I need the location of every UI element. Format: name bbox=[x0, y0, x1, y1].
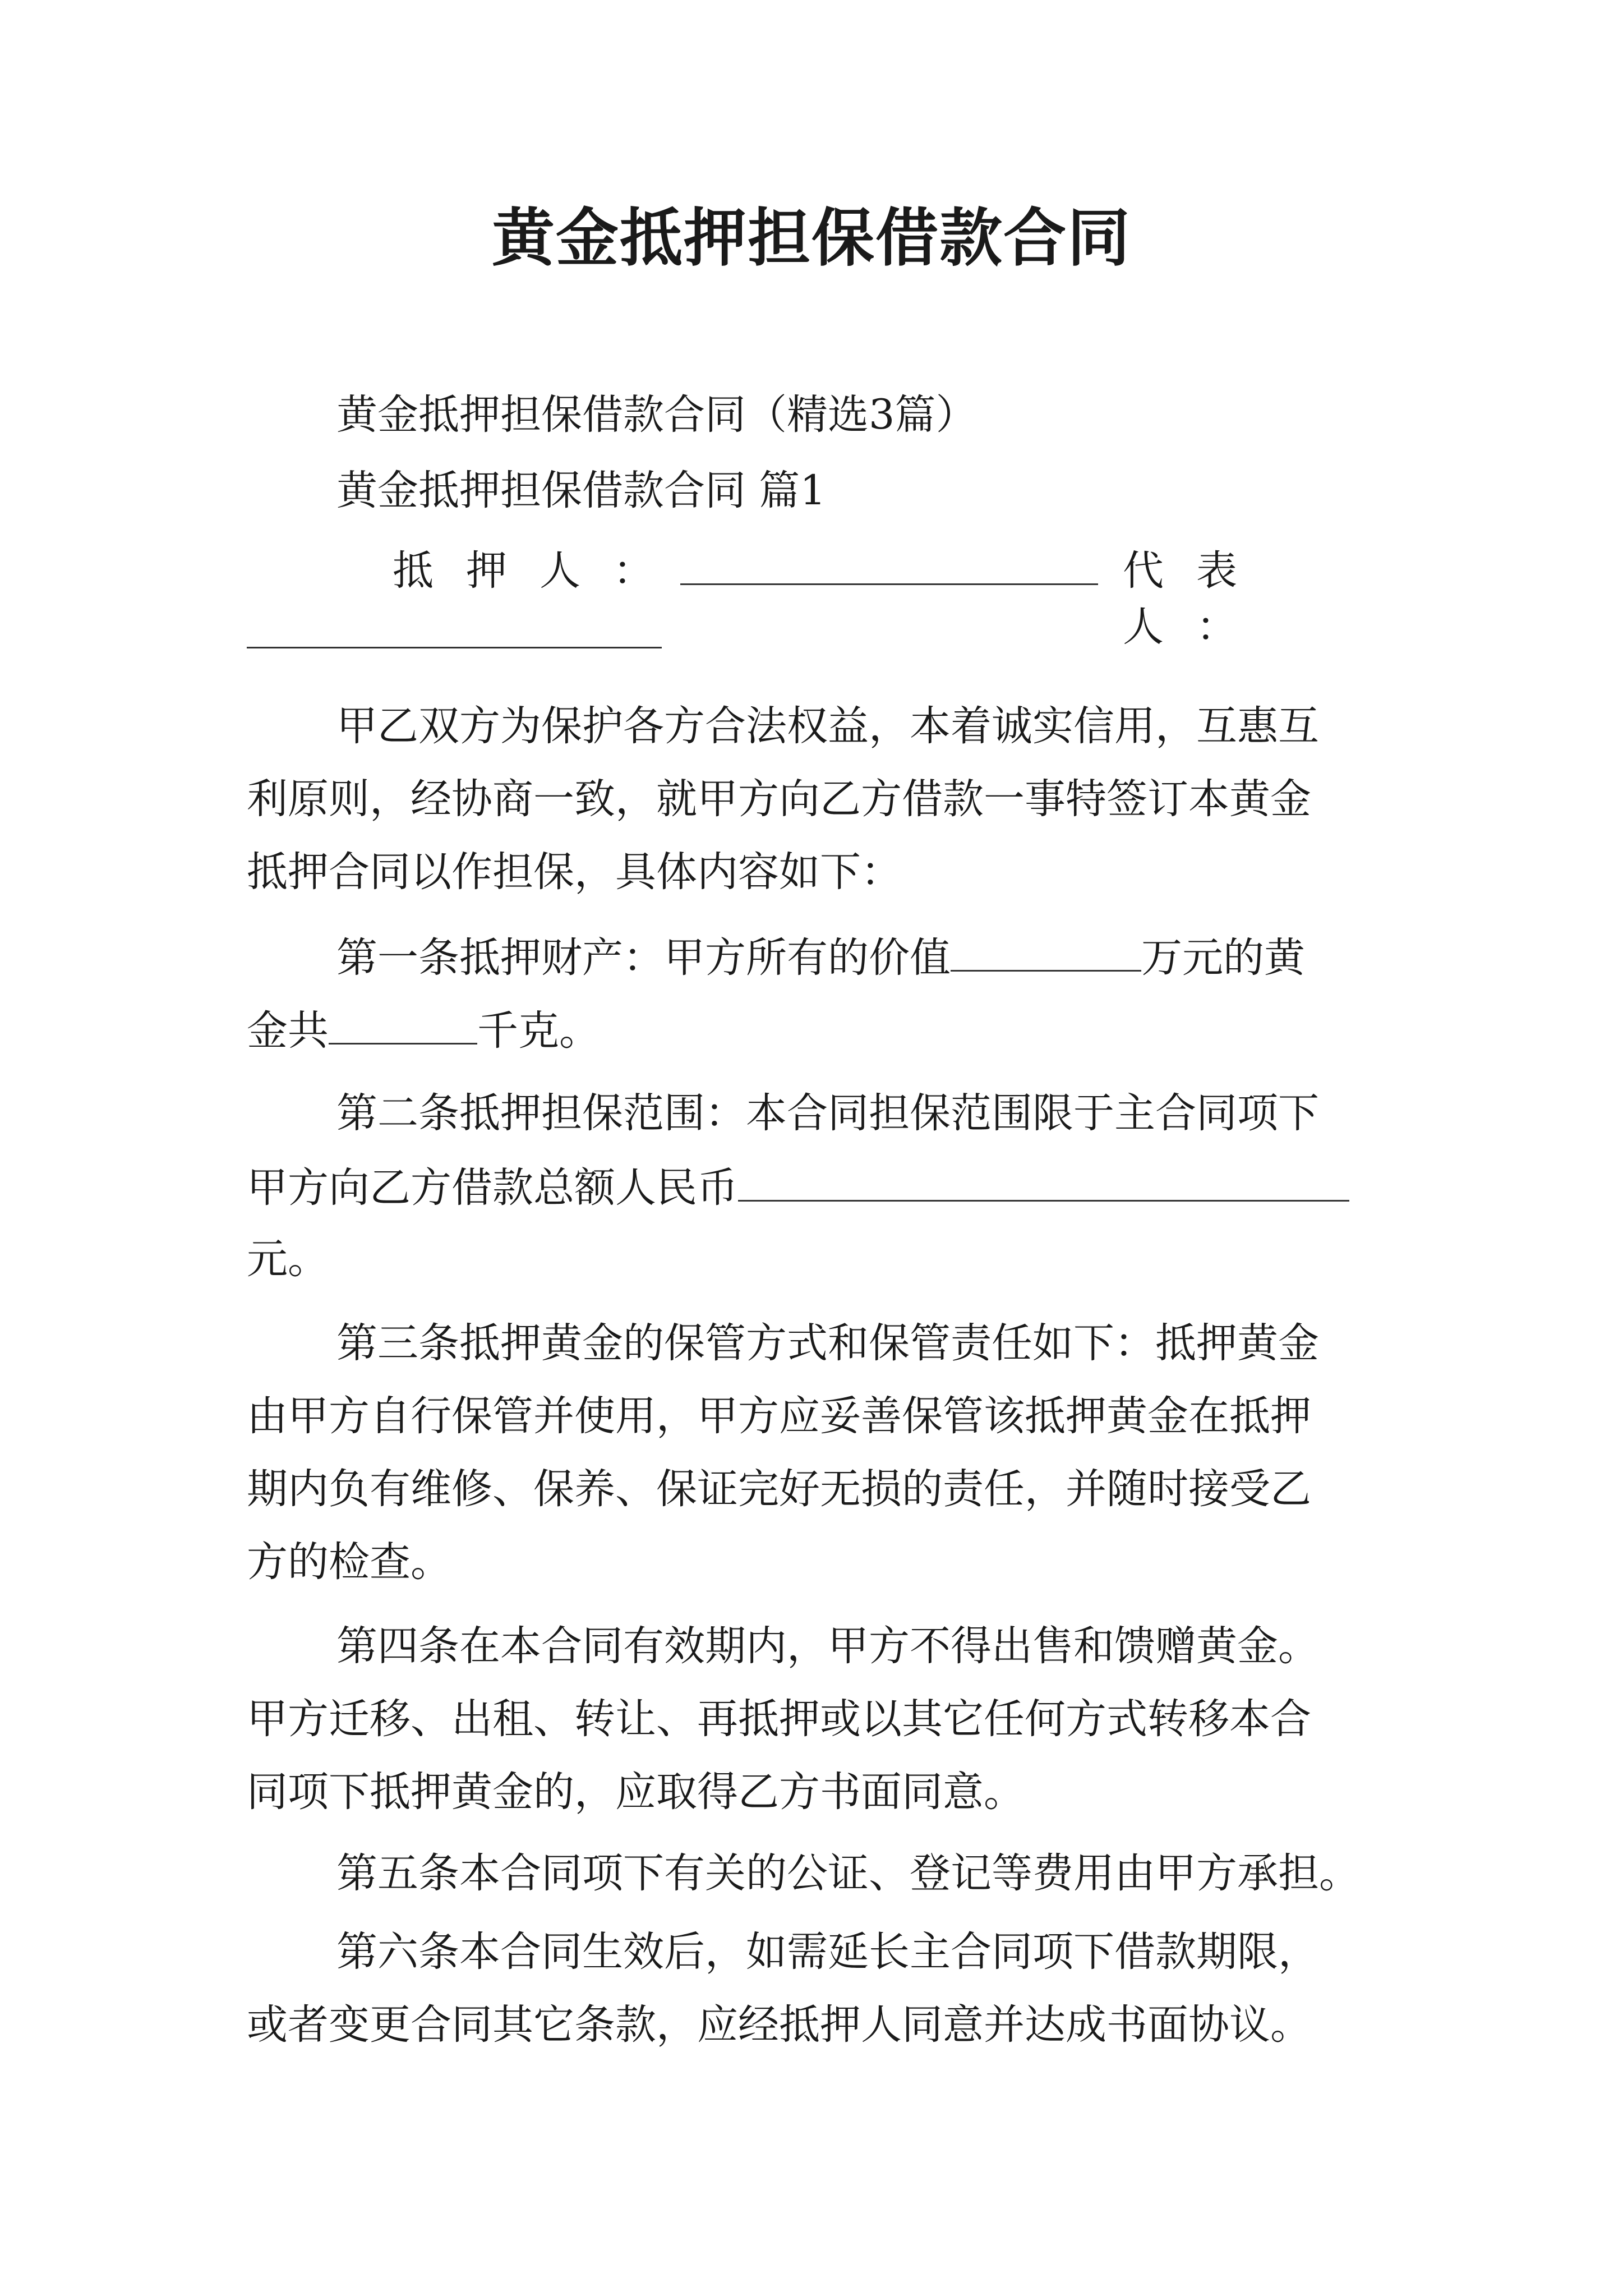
article-1-line bbox=[336, 928, 1481, 986]
article-2-line: 元。 bbox=[247, 1235, 329, 1283]
article-2-line: 第二条抵押担保范围：本合同担保范围限于主合同项下 bbox=[336, 1089, 1319, 1137]
article-1-text: 万元的黄 bbox=[1141, 934, 1305, 982]
article-6-line: 或者变更合同其它条款，应经抵押人同意并达成书面协议。 bbox=[247, 2001, 1311, 2049]
article-3-line: 第三条抵押黄金的保管方式和保管责任如下：抵押黄金 bbox=[336, 1319, 1319, 1367]
preamble-line: 甲乙双方为保护各方合法权益，本着诚实信用，互惠互 bbox=[336, 702, 1319, 750]
value-blank bbox=[951, 928, 1141, 972]
article-1-line bbox=[247, 1001, 1391, 1059]
amount-blank bbox=[738, 1158, 1349, 1202]
preamble-line: 利原则，经协商一致，就甲方向乙方借款一事特签订本黄金 bbox=[247, 775, 1311, 823]
weight-blank bbox=[329, 1001, 477, 1045]
signature-row bbox=[247, 543, 1391, 651]
section-heading: 黄金抵押担保借款合同 篇1 bbox=[336, 467, 826, 514]
document-subtitle: 黄金抵押担保借款合同（精选3篇） bbox=[336, 391, 977, 439]
article-3-line: 由甲方自行保管并使用，甲方应妥善保管该抵押黄金在抵押 bbox=[247, 1392, 1311, 1440]
article-4-line: 第四条在本合同有效期内，甲方不得出售和馈赠黄金。 bbox=[336, 1622, 1319, 1670]
article-1-text: 金共 bbox=[247, 1007, 329, 1055]
article-2-line bbox=[247, 1158, 1391, 1216]
article-4-line: 同项下抵押黄金的，应取得乙方书面同意。 bbox=[247, 1768, 1025, 1816]
mortgagor-blank bbox=[680, 583, 1098, 585]
mortgagor-label: 抵押人： bbox=[393, 547, 686, 595]
article-5-line: 第五条本合同项下有关的公证、登记等费用由甲方承担。 bbox=[336, 1849, 1360, 1897]
preamble-line: 抵押合同以作担保，具体内容如下： bbox=[247, 848, 902, 896]
representative-blank bbox=[247, 647, 662, 648]
article-3-line: 方的检查。 bbox=[247, 1538, 451, 1586]
article-2-text: 甲方向乙方借款总额人民币 bbox=[247, 1164, 738, 1212]
article-4-line: 甲方迁移、出租、转让、再抵押或以其它任何方式转移本合 bbox=[247, 1695, 1311, 1743]
article-1-text: 千克。 bbox=[477, 1007, 600, 1055]
article-1-text: 第一条抵押财产：甲方所有的价值 bbox=[336, 934, 951, 982]
representative-label: 代表人： bbox=[1123, 547, 1270, 651]
article-6-line: 第六条本合同生效后，如需延长主合同项下借款期限， bbox=[336, 1928, 1319, 1976]
document-title: 黄金抵押担保借款合同 bbox=[492, 201, 1131, 275]
article-3-line: 期内负有维修、保养、保证完好无损的责任，并随时接受乙 bbox=[247, 1465, 1311, 1513]
